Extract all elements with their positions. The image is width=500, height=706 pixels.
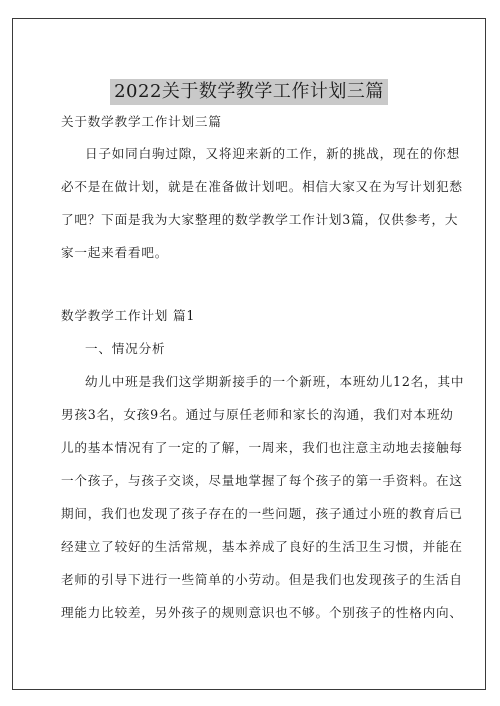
section-heading: 数学教学工作计划 篇1	[61, 308, 196, 323]
intro-line-3: 了吧？下面是我为大家整理的数学教学工作计划3篇，仅供参考，大	[61, 212, 459, 227]
subsection-heading: 一、情况分析	[85, 341, 166, 356]
body-line-2: 男孩3名，女孩9名。通过与原任老师和家长的沟通，我们对本班幼	[61, 407, 454, 422]
body-line-5: 期间，我们也发现了孩子存在的一些问题，孩子通过小班的教育后已	[61, 506, 463, 521]
body-line-1: 幼儿中班是我们这学期新接手的一个新班，本班幼儿12名，其中	[85, 374, 465, 389]
title-container	[13, 79, 485, 105]
document-subtitle: 关于数学教学工作计划三篇	[61, 114, 222, 129]
intro-line-1: 日子如同白驹过隙，又将迎来新的工作，新的挑战，现在的你想	[85, 146, 461, 161]
intro-line-2: 必不是在做计划，就是在准备做计划吧。相信大家又在为写计划犯愁	[61, 179, 463, 194]
document-title: 2022关于数学教学工作计划三篇	[110, 79, 388, 105]
body-line-8: 理能力比较差，另外孩子的规则意识也不够。个别孩子的性格内向、	[61, 605, 463, 620]
body-line-3: 儿的基本情况有了一定的了解，一周来，我们也注意主动地去接触每	[61, 440, 463, 455]
body-line-4: 一个孩子，与孩子交谈，尽量地掌握了每个孩子的第一手资料。在这	[61, 473, 463, 488]
document-page	[12, 18, 486, 690]
body-line-6: 经建立了较好的生活常规，基本养成了良好的生活卫生习惯，并能在	[61, 539, 463, 554]
body-line-7: 老师的引导下进行一些简单的小劳动。但是我们也发现孩子的生活自	[61, 572, 463, 587]
intro-line-4: 家一起来看看吧。	[61, 245, 169, 260]
